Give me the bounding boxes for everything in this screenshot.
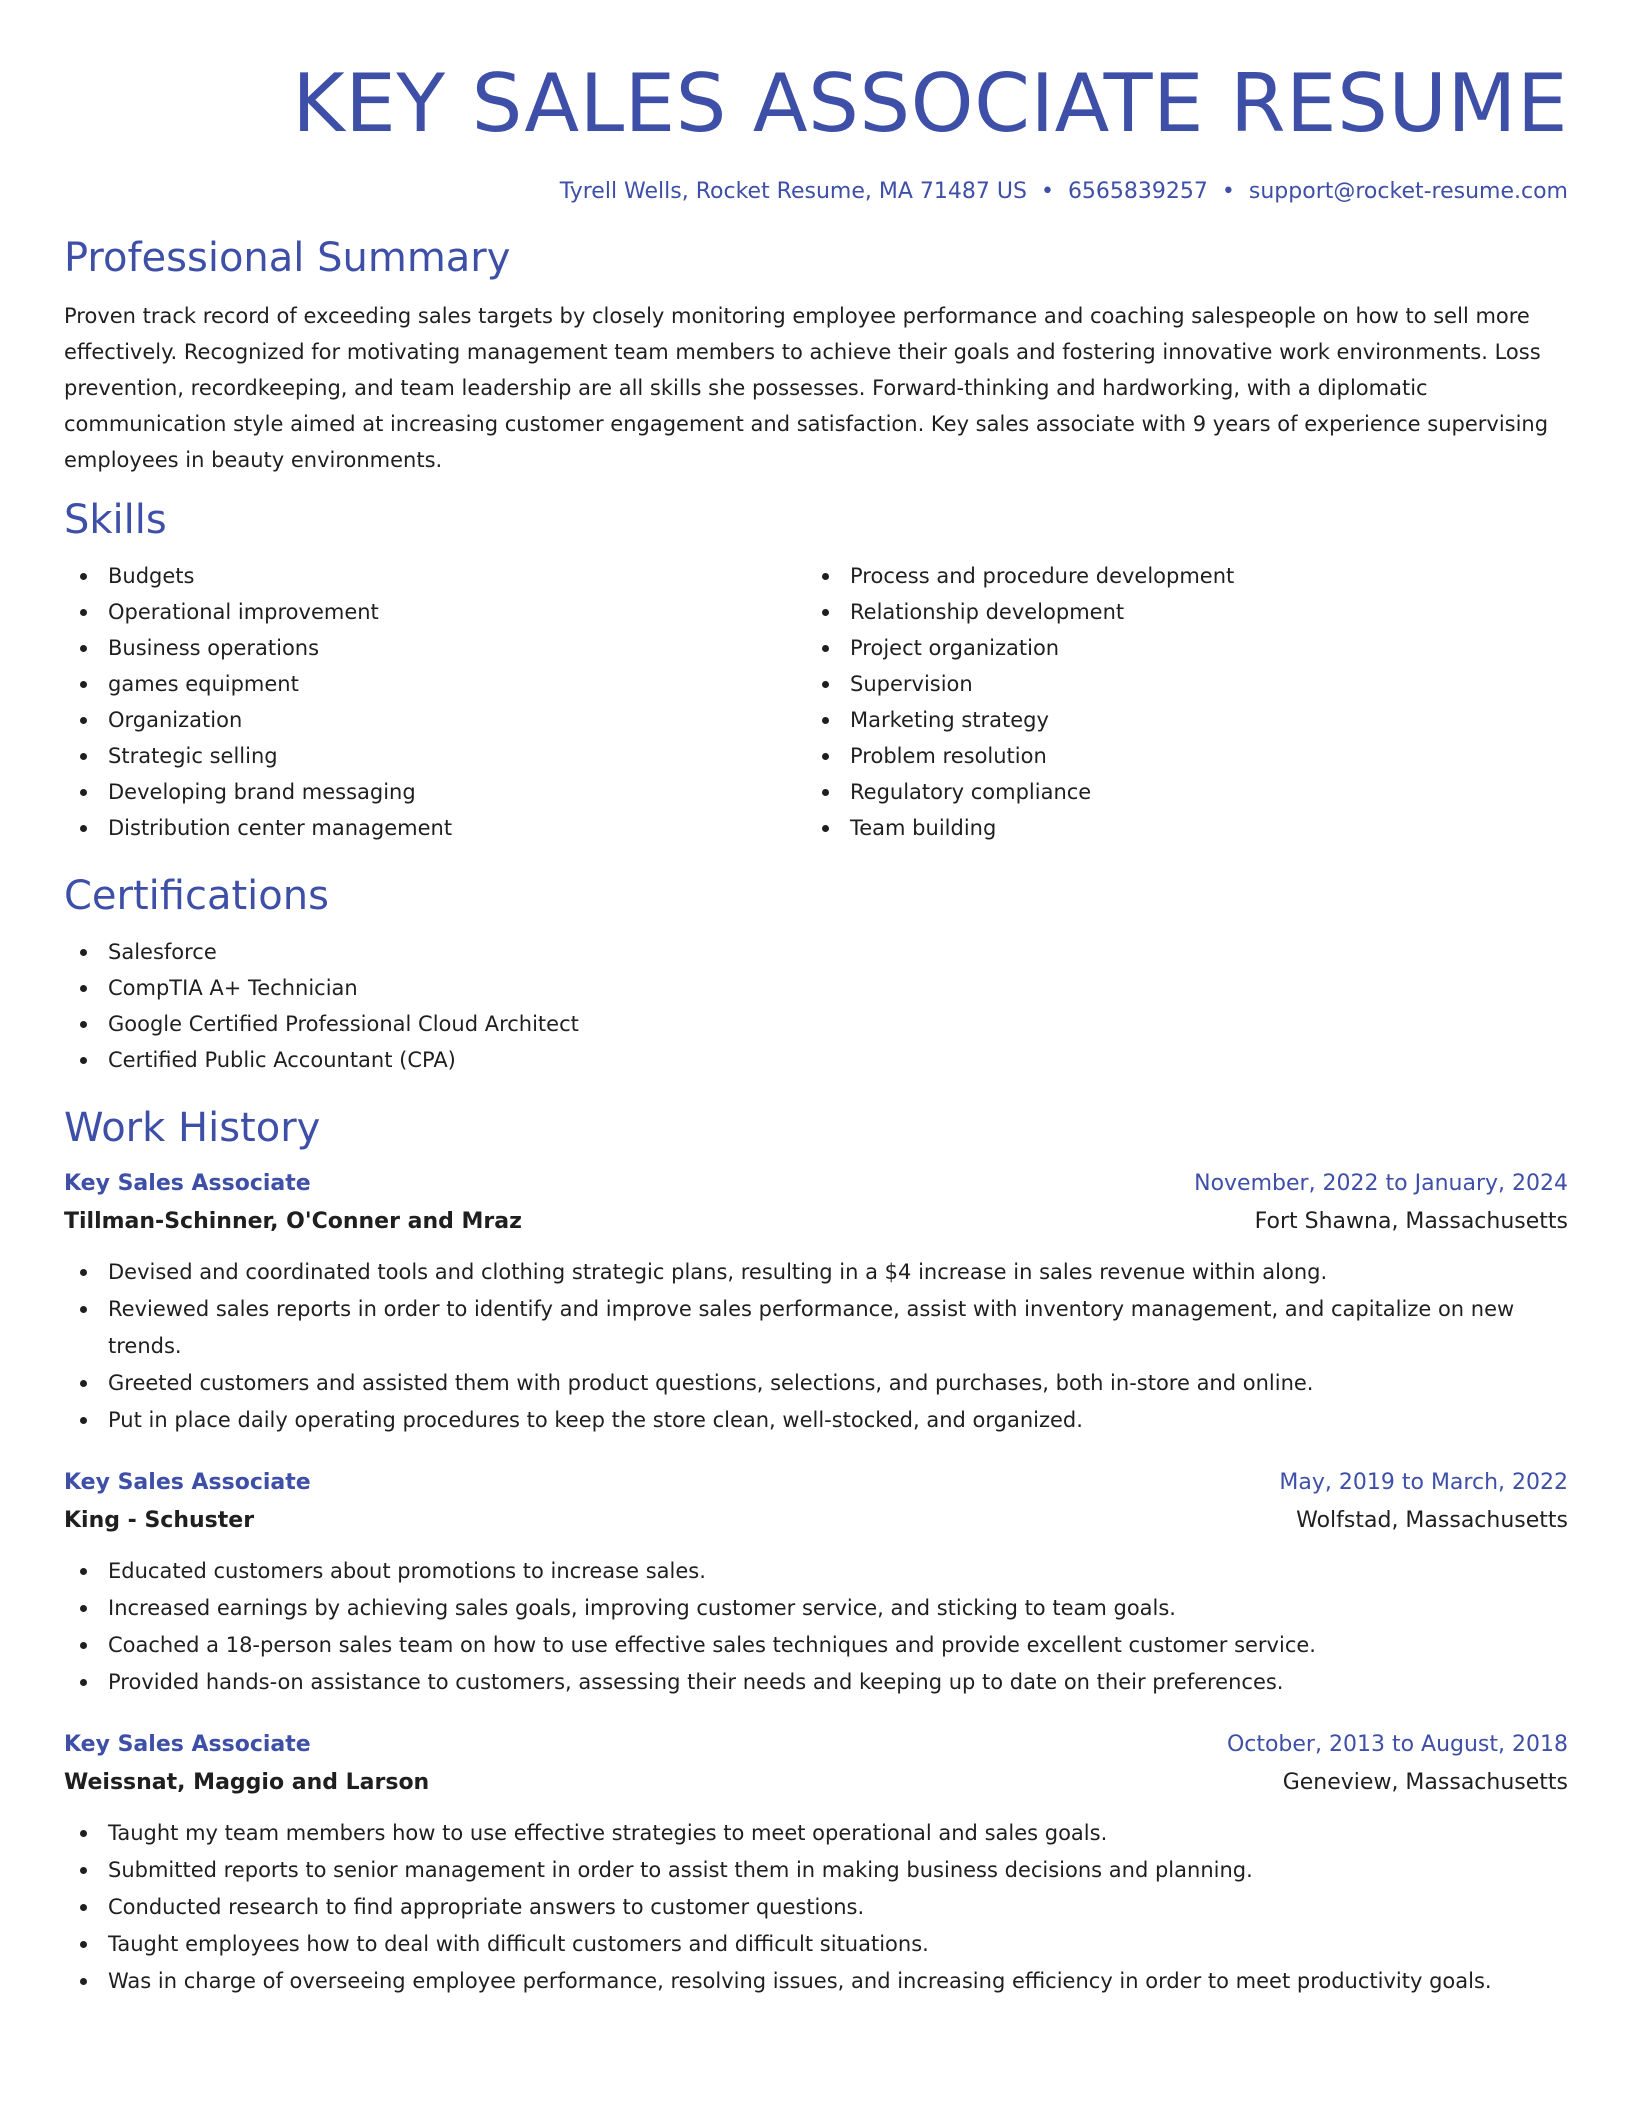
- job-bullet: Was in charge of overseeing employee performance, resolving issues, and increasing efficiency in order to meet productivity goals.: [64, 1963, 1568, 2000]
- skill-item: games equipment: [64, 666, 806, 702]
- job-bullet: Reviewed sales reports in order to identify and improve sales performance, assist with inventory management, and capitalize on new trends.: [64, 1291, 1568, 1365]
- skill-item: Marketing strategy: [806, 702, 1548, 738]
- resume-page: [64, 0, 1568, 2000]
- page-title: KEY SALES ASSOCIATE RESUME: [292, 57, 1568, 150]
- job-company: King - Schuster: [64, 1508, 255, 1533]
- skill-item: Business operations: [64, 630, 806, 666]
- skill-item: Process and procedure development: [806, 558, 1548, 594]
- job-entry: [64, 1166, 1568, 1439]
- job-location: Fort Shawna, Massachusetts: [1254, 1209, 1568, 1234]
- job-location: Geneview, Massachusetts: [1282, 1770, 1568, 1795]
- skills-list-left: [64, 558, 806, 846]
- job-subheader: [64, 1763, 1568, 1803]
- job-title: Key Sales Associate: [64, 1171, 311, 1196]
- certifications-heading: Certifications: [64, 873, 329, 919]
- certification-item: CompTIA A+ Technician: [64, 970, 1568, 1006]
- skills-heading: Skills: [64, 497, 167, 543]
- skill-item: Problem resolution: [806, 738, 1548, 774]
- skill-item: Strategic selling: [64, 738, 806, 774]
- job-bullet: Conducted research to find appropriate answers to customer questions.: [64, 1889, 1568, 1926]
- job-entry: [64, 1727, 1568, 2000]
- skill-item: Regulatory compliance: [806, 774, 1548, 810]
- summary-heading: Professional Summary: [64, 235, 511, 281]
- skills-list-right: [806, 558, 1548, 846]
- job-company: Weissnat, Maggio and Larson: [64, 1770, 430, 1795]
- job-bullets: [64, 1815, 1568, 2000]
- job-bullets: [64, 1254, 1568, 1439]
- skills-grid: [64, 558, 1568, 846]
- skills-section: [64, 494, 1568, 846]
- job-bullet: Increased earnings by achieving sales goals, improving customer service, and sticking to team goals.: [64, 1590, 1568, 1627]
- contact-separator: •: [1221, 179, 1235, 204]
- job-bullet: Coached a 18-person sales team on how to use effective sales techniques and provide excellent customer service.: [64, 1627, 1568, 1664]
- skill-item: Developing brand messaging: [64, 774, 806, 810]
- job-entry: [64, 1465, 1568, 1701]
- job-bullet: Put in place daily operating procedures to keep the store clean, well-stocked, and organized.: [64, 1402, 1568, 1439]
- job-dates: May, 2019 to March, 2022: [1279, 1470, 1568, 1495]
- work-history-section: [64, 1102, 1568, 2000]
- contact-email[interactable]: support@rocket-resume.com: [1248, 179, 1568, 204]
- work-history-heading: Work History: [64, 1105, 321, 1151]
- job-bullet: Educated customers about promotions to increase sales.: [64, 1553, 1568, 1590]
- contact-phone: 6565839257: [1067, 179, 1208, 204]
- certifications-section: [64, 870, 1568, 1078]
- job-bullet: Taught my team members how to use effective strategies to meet operational and sales goals.: [64, 1815, 1568, 1852]
- job-dates: November, 2022 to January, 2024: [1194, 1171, 1568, 1196]
- summary-section: [64, 232, 1568, 478]
- job-bullet: Provided hands-on assistance to customers, assessing their needs and keeping up to date on their preferences.: [64, 1664, 1568, 1701]
- job-bullet: Submitted reports to senior management in order to assist them in making business decisions and planning.: [64, 1852, 1568, 1889]
- job-header: [64, 1727, 1568, 1763]
- certifications-list: [64, 934, 1568, 1078]
- job-header: [64, 1166, 1568, 1202]
- job-dates: October, 2013 to August, 2018: [1226, 1732, 1568, 1757]
- skill-item: Organization: [64, 702, 806, 738]
- certification-item: Google Certified Professional Cloud Architect: [64, 1006, 1568, 1042]
- skill-item: Operational improvement: [64, 594, 806, 630]
- job-header: [64, 1465, 1568, 1501]
- certification-item: Salesforce: [64, 934, 1568, 970]
- contact-line: [64, 176, 1568, 208]
- job-bullet: Taught employees how to deal with difficult customers and difficult situations.: [64, 1926, 1568, 1963]
- contact-separator: •: [1040, 179, 1054, 204]
- job-title: Key Sales Associate: [64, 1470, 311, 1495]
- job-location: Wolfstad, Massachusetts: [1296, 1508, 1568, 1533]
- skill-item: Distribution center management: [64, 810, 806, 846]
- contact-address: Tyrell Wells, Rocket Resume, MA 71487 US: [559, 179, 1027, 204]
- skill-item: Relationship development: [806, 594, 1548, 630]
- job-subheader: [64, 1501, 1568, 1541]
- job-title: Key Sales Associate: [64, 1732, 311, 1757]
- skill-item: Supervision: [806, 666, 1548, 702]
- job-bullet: Devised and coordinated tools and clothing strategic plans, resulting in a $4 increase in sales revenue within along.: [64, 1254, 1568, 1291]
- job-bullets: [64, 1553, 1568, 1701]
- certification-item: Certified Public Accountant (CPA): [64, 1042, 1568, 1078]
- summary-text: Proven track record of exceeding sales targets by closely monitoring employee performance and coaching salespeople on how to sell more effectively. Recognized for motivating management team members to achieve their goals and fostering innovative work environments. Loss prevention, recordkeeping, and team leadership are all skills she possesses. Forward-thinking and hardworking, with a diplomatic communication style aimed at increasing customer engagement and satisfaction. Key sales associate with 9 years of experience supervising employees in beauty environments.: [64, 304, 1549, 472]
- job-bullet: Greeted customers and assisted them with product questions, selections, and purchases, both in-store and online.: [64, 1365, 1568, 1402]
- job-company: Tillman-Schinner, O'Conner and Mraz: [64, 1209, 522, 1234]
- job-subheader: [64, 1202, 1568, 1242]
- skill-item: Budgets: [64, 558, 806, 594]
- skill-item: Project organization: [806, 630, 1548, 666]
- skill-item: Team building: [806, 810, 1548, 846]
